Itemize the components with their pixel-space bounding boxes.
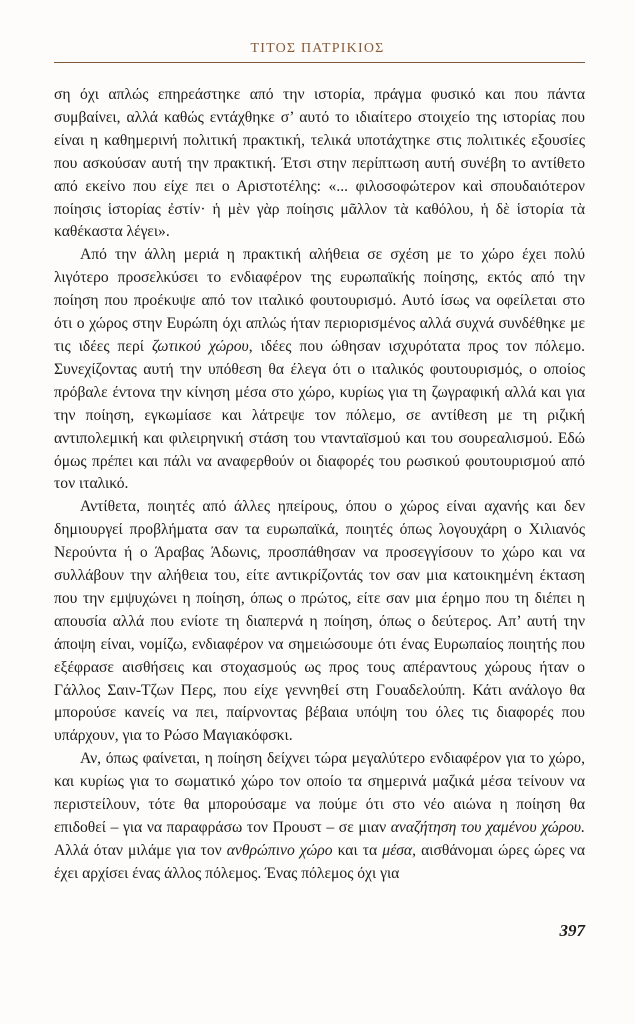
text-run: ση όχι απλώς επηρεάστηκε από την ιστορία, πράγμα φυσικό και που πάντα συμβαίνει, αλλά καθώς εντάχθηκε σ’ αυτό το ιδιαίτερο στοιχείο της ιστορίας που είναι η καθημερινή πολιτική πρακτική, τελικά υποτάχτηκε στις πολιτικές εξουσίες που ασκούσαν αυτή την πρακτική. Έτσι στην περίπτωση αυτή συνέβη το αντίθετο από εκείνο που είχε πει ο Αριστοτέλης: «... φιλοσοφώτερον καὶ σπουδαιότερον ποίησις ἱστορίας ἐστίν· ἡ μὲν γὰρ ποίησις μᾶλλον τὰ καθόλου, ἡ δὲ ἱστορία τὰ καθέκαστα λέγει». bbox=[54, 86, 585, 241]
text-run: , αισθάνομαι ώρες ώρες να έχει αρχίσει ένας άλλος πόλεμος. Ένας πόλεμος όχι για bbox=[54, 841, 586, 882]
italic-phrase: ανθρώπινο χώρο bbox=[226, 841, 333, 859]
header-rule bbox=[54, 62, 585, 63]
paragraph-p4 bbox=[54, 748, 585, 885]
paragraph-p3 bbox=[54, 496, 585, 748]
italic-phrase: αναζήτηση του χαμένου χώρου. bbox=[390, 819, 585, 836]
page-number: 397 bbox=[559, 921, 585, 940]
paragraph-p2 bbox=[54, 244, 585, 496]
text-run: Αντίθετα, ποιητές από άλλες ηπείρους, όπου ο χώρος είναι αχανής και δεν δημιουργεί προβλήματα σαν τα ευρωπαϊκά, ποιητές όπως λογουχάρη ο Χιλιανός Νερούντα ή ο Άραβας Άδωνις, προσπάθησαν να προσεγγίσουν το χώρο και να συλλάβουν την αλήθεια του, είτε αντικρίζοντάς τον σαν μια κατοικημένη έκταση που την εμψυχώνει η ποίηση, όπως ο πρώτος, είτε σαν μια έρημο που τη διέπει η απουσία αλλά που ενίοτε τη διαπερνά η ποίηση, όπως ο δεύτερος. Απ’ αυτή την άποψη είναι, νομίζω, ενδιαφέρον να σημειώσουμε ότι ένας Ευρωπαίος ποιητής που εξέφρασε αισθήσεις και στοχασμούς ως προς τους απέραντους χώρους ήταν ο Γάλλος Σαιν-Τζων Περς, που είχε γεννηθεί στη Γουαδελούπη. Κάτι ανάλογο θα μπορούσε κανείς να πει, παίρνοντας βέβαια υπόψη του όλες τις διαφορές που υπάρχουν, για το Ρώσο Μαγιακόφσκι. bbox=[54, 498, 585, 745]
paragraph-p1 bbox=[54, 84, 585, 244]
italic-phrase: ζωτικού χώρου bbox=[152, 337, 249, 355]
italic-phrase: μέσα bbox=[382, 841, 413, 859]
text-run: και τα bbox=[332, 841, 383, 859]
running-head-title: ΤΙΤΟΣ ΠΑΤΡΙΚΙΟΣ bbox=[250, 41, 385, 56]
text-run: Αν, όπως φαίνεται, η ποίηση δείχνει τώρα μεγαλύτερο ενδιαφέρον για το χώρο, και κυρίως για το σωματικό χώρο τον οποίο τα σημερινά μαζικά μέσα τείνουν να περιστείλουν, τότε θα μπορούσαμε να πούμε ότι στο νέο αιώνα η ποίηση θα επιδοθεί – για να παραφράσω τον Προυστ – σε μιαν bbox=[54, 750, 585, 836]
text-run: Από την άλλη μεριά η πρακτική αλήθεια σε σχέση με το χώρο έχει πολύ λιγότερο προσελκύσει το ενδιαφέρον της ευρωπαϊκής ποίησης, εκτός από την ποίηση που προέκυψε από τον ιταλικό φουτουρισμό. Αυτό ίσως να οφείλεται στο ότι ο χώρος στην Ευρώπη όχι απλώς ήταν περιορισμένος αλλά συχνά συνδέθηκε με τις ιδέες περί bbox=[54, 246, 585, 355]
body-text bbox=[54, 84, 585, 886]
text-run: , ιδέες που ώθησαν ισχυρότατα προς τον πόλεμο. Συνεχίζοντας αυτή την υπόθεση θα έλεγα ότι ο ιταλικός φουτουρισμός, ο οποίος πρόβαλε έντονα την κίνηση μέσα στο χώρο, κυρίως για τη ζωγραφική αλλά και για την ποίηση, εγκωμίασε και λάτρεψε τον πόλεμο, σε αντίθεση με τη ριζική αντιπολεμική και φιλειρηνική στάση του ντανταϊσμού και του σουρεαλισμού. Εδώ όμως πρέπει και πάλι να αναφερθούν οι διαφορές του ρωσικού φουτουρισμού από τον ιταλικό. bbox=[54, 337, 585, 493]
text-run: Αλλά όταν μιλάμε για τον bbox=[54, 841, 227, 859]
